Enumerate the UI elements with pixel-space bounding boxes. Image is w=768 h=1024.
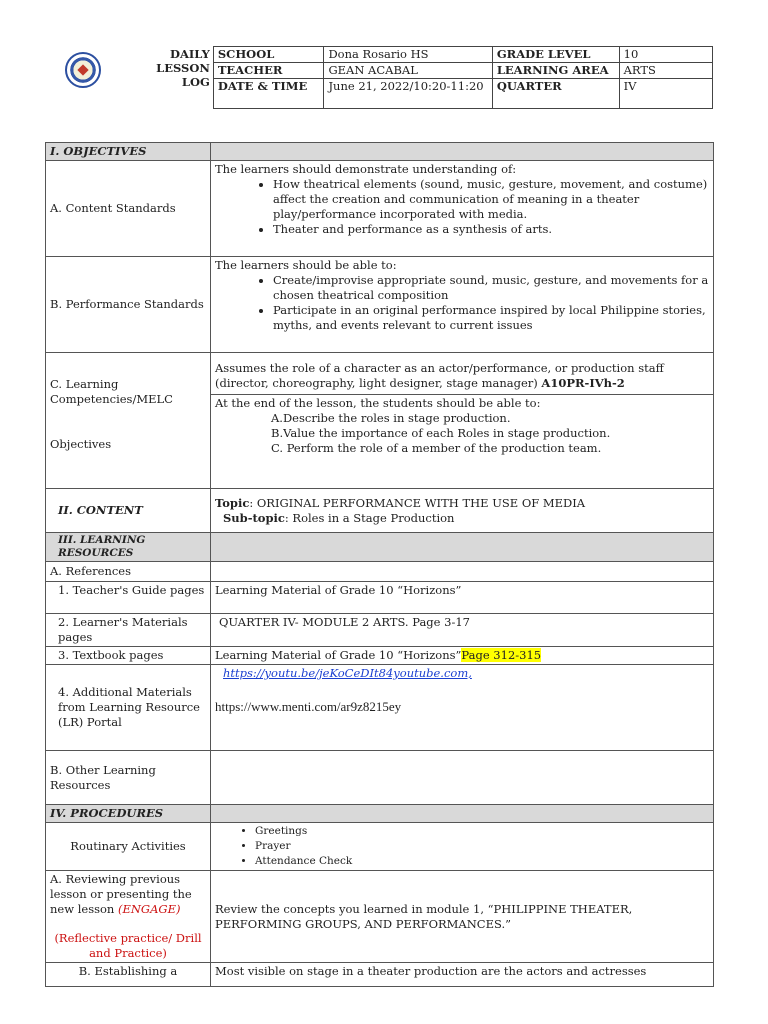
list-item: B.Value the importance of each Roles in stage production. [271, 426, 611, 440]
resources-title: III. LEARNING RESOURCES [46, 533, 211, 562]
objectives-title: I. OBJECTIVES [46, 143, 211, 161]
routinary-label: Routinary Activities [46, 823, 211, 871]
content-title: II. CONTENT [46, 489, 211, 533]
competencies-label: C. Learning Competencies/MELC [50, 377, 173, 406]
textbook-cell: Learning Material of Grade 10 “Horizons”Page 312-315 [211, 647, 714, 665]
content-standards-list [215, 177, 709, 237]
list-item: • Create/improvise appropriate sound, music, gesture, and movements for a chosen theatrical composition [273, 273, 709, 303]
list-item: • Prayer [255, 839, 709, 854]
procedures-title: IV. PROCEDURES [46, 805, 211, 823]
deped-seal-icon [65, 52, 101, 88]
subtopic-label: Sub-topic [223, 510, 285, 525]
teacher-value: GEAN ACABAL [324, 63, 492, 79]
list-item: • Theater and performance as a synthesis of arts. [273, 222, 709, 237]
grade-level-label: GRADE LEVEL [492, 47, 619, 63]
topic-label: Topic [215, 495, 250, 510]
content-cell [211, 489, 714, 533]
routinary-list [215, 824, 709, 869]
competency-cell: Assumes the role of a character as an actor/performance, or production staff (director, choreography, light designer, stage manager) A10PR-IVh-2 [211, 353, 714, 395]
youtube-link[interactable]: https://youtu.be/jeKoCeDIt84youtube.com, [223, 666, 472, 680]
teachers-guide-label: 1. Teacher's Guide pages [46, 582, 211, 614]
menti-url: https://www.menti.com/ar9z8215ey [215, 699, 402, 714]
learning-area-label: LEARNING AREA [492, 63, 619, 79]
lesson-plan-table [45, 142, 714, 987]
performance-standards-cell: The learners should be able to: • Create/improvise appropriate sound, music, gesture, and movements for a chosen theatrical composition • Participate in an original performance inspired by local Philippine stories, myths, and events relevant to current issues [211, 257, 714, 353]
competencies-cell [46, 353, 211, 489]
teachers-guide-value: Learning Material of Grade 10 “Horizons” [211, 582, 714, 614]
learners-materials-value: QUARTER IV- MODULE 2 ARTS. Page 3-17 [211, 614, 714, 647]
date-time-label: DATE & TIME [213, 79, 324, 109]
quarter-label: QUARTER [492, 79, 619, 109]
routinary-cell [211, 823, 714, 871]
quarter-value: IV [619, 79, 712, 109]
list-item: • How theatrical elements (sound, music, gesture, movement, and costume) affect the creation and communication of meaning in a theater play/performance incorporated with media. [273, 177, 709, 222]
logo-cell [47, 47, 118, 109]
establishing-label: B. Establishing a [46, 963, 211, 987]
review-cell [46, 871, 211, 963]
other-resources-label: B. Other Learning Resources [46, 751, 211, 805]
list-item: • Attendance Check [255, 854, 709, 869]
objectives-cell: At the end of the lesson, the students should be able to: A.Describe the roles in stage production. B.Value the importance of each Roles in stage production. C. Perform the role of a member of the production team. [211, 395, 714, 489]
textbook-pages: Page 312-315 [461, 648, 542, 662]
subtopic-value: : Roles in a Stage Production [284, 510, 455, 525]
content-standards-label: A. Content Standards [46, 161, 211, 257]
performance-standards-list [215, 273, 709, 333]
date-time-value: June 21, 2022/10:20-11:20 [324, 79, 492, 109]
references-label: A. References [46, 562, 211, 582]
list-item: C. Perform the role of a member of the production team. [271, 441, 602, 455]
learning-area-value: ARTS [619, 63, 712, 79]
content-standards-cell: The learners should demonstrate understanding of: • How theatrical elements (sound, music, gesture, movement, and costume) affect the creation and communication of meaning in a theater play/performance incorporated with media. • Theater and performance as a synthesis of arts. [211, 161, 714, 257]
review-label: A. Reviewing previous lesson or presenting the new lesson [50, 872, 192, 916]
school-value: Dona Rosario HS [324, 47, 492, 63]
review-text: Review the concepts you learned in module 1, “PHILIPPINE THEATER, PERFORMING GROUPS, AND PERFORMANCES.” [211, 871, 714, 963]
list-item: A.Describe the roles in stage production. [271, 411, 511, 425]
textbook-label: 3. Textbook pages [46, 647, 211, 665]
header-table [47, 46, 713, 109]
performance-standards-label: B. Performance Standards [46, 257, 211, 353]
additional-materials-label: 4. Additional Materials from Learning Resource (LR) Portal [46, 665, 211, 751]
additional-materials-cell [211, 665, 714, 751]
list-item: • Greetings [255, 824, 709, 839]
topic-value: : ORIGINAL PERFORMANCE WITH THE USE OF MEDIA [249, 495, 586, 510]
grade-level-value: 10 [619, 47, 712, 63]
list-item: • Participate in an original performance inspired by local Philippine stories, myths, and events relevant to current issues [273, 303, 709, 333]
log-title: DAILY LESSON LOG [156, 46, 210, 89]
competency-code: A10PR-IVh-2 [541, 376, 625, 390]
establishing-text: Most visible on stage in a theater production are the actors and actresses [211, 963, 714, 987]
reflective-practice-tag: (Reflective practice/ Drill and Practice) [54, 931, 202, 960]
engage-tag: (ENGAGE) [117, 902, 181, 916]
learners-materials-label: 2. Learner's Materials pages [46, 614, 211, 647]
teacher-label: TEACHER [213, 63, 324, 79]
objectives-label: Objectives [50, 437, 112, 451]
school-label: SCHOOL [213, 47, 324, 63]
